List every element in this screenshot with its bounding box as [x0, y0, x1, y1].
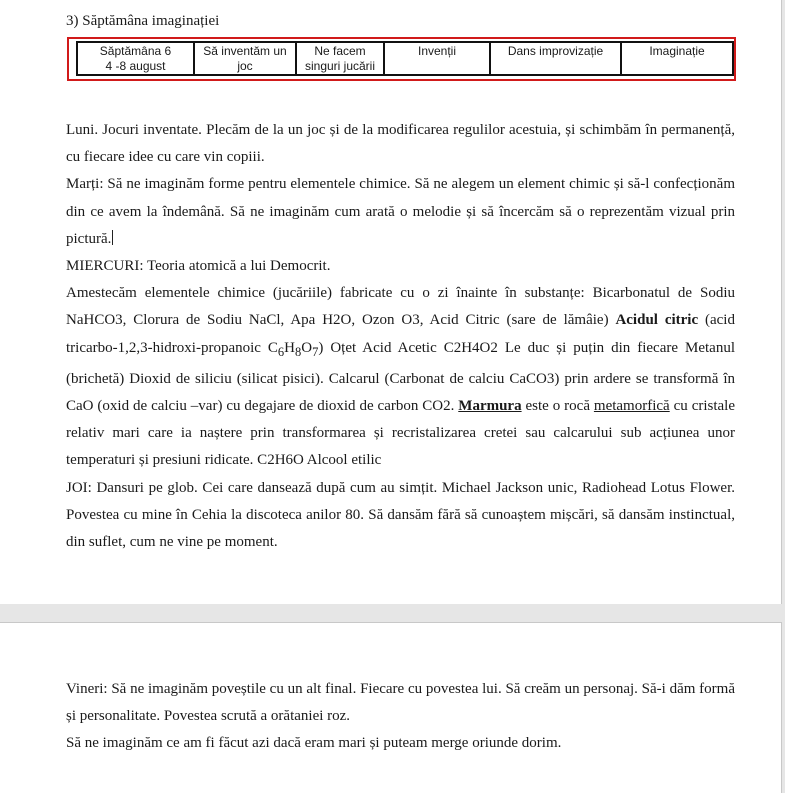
table-cell-inventions[interactable]: Invenții [384, 42, 490, 75]
paragraph-friday: Vineri: Să ne imaginăm poveștile cu un alt final. Fiecare cu povestea lui. Să creăm un personaj. Să-i dăm formă și personalitate. Povestea scrută a orătaniei roz. [66, 681, 735, 725]
paragraph-monday: Luni. Jocuri inventate. Plecăm de la un joc și de la modificarea regulilor acestuia, și schimbăm în permanență, cu fiecare idee cu care vin copiii. [66, 122, 735, 166]
paragraph-closing: Să ne imaginăm ce am fi făcut azi dacă eram mari și puteam merge oriunde dorim. [66, 735, 562, 752]
table-cell-invent-game[interactable]: Să inventăm un joc [194, 42, 296, 75]
table-cell-week[interactable]: Săptămâna 6 4 -8 august [77, 42, 194, 75]
section-heading: 3) Săptămâna imaginației [66, 13, 220, 29]
table-cell-dance[interactable]: Dans improvizație [490, 42, 621, 75]
table-selection-frame[interactable] [67, 37, 736, 81]
paragraph-thursday: JOI: Dansuri pe glob. Cei care dansează după cum au simțit. Michael Jackson unic, Radiohead Lotus Flower. Povestea cu mine în Cehia la discoteca anilor 80. Să dansăm fără să cunoaștem mișcări, să dansăm instinctual, din suflet, cum ne vine pe moment. [66, 479, 735, 551]
paragraph-chemistry: Amestecăm elementele chimice (jucăriile) fabricate cu o zi înainte în substanțe: Bicarbonatul de Sodiu NaHCO3, Clorura de Sodiu NaCl, Apa H2O, Ozon O3, Acid Citric (sare de lămâie) Acidul citric (acid tricarbo-1,2,3-hidroxi-propanoic $C_6H_8O_7$) Oțet Acid Acetic C2H4O2 Le duc și puțin din fiecare Metanul (brichetă) Dioxid de siliciu (silicat pisici). Calcarul (Carbonat de calciu CaCO3) prin ardere se transformă în CaO (oxid de calciu –var) cu degajare de dioxid de carbon CO2. Marmura este o rocă metamorfică cu cristale relativ mari care ia naștere prin transformarea și recristalizarea cretei sau calcarului sub acțiunea unor temperaturi și presiuni ridicate. C2H6O Alcool etilic [66, 285, 736, 469]
document-body[interactable] [66, 117, 735, 556]
paragraph-wednesday: MIERCURI: Teoria atomică a lui Democrit. [66, 258, 331, 275]
table-cell-imagination[interactable]: Imaginație [621, 42, 733, 75]
table-row [77, 42, 733, 75]
document-body-page-2[interactable] [66, 676, 735, 758]
text-cursor [112, 230, 113, 245]
table-cell-make-toys[interactable]: Ne facem singuri jucării [296, 42, 384, 75]
week-schedule-table [76, 41, 734, 76]
paragraph-tuesday: Marți: Să ne imaginăm forme pentru elementele chimice. Să ne alegem un element chimic și să-l confecționăm din ce avem la îndemână. Să ne imaginăm cum arată o melodie și să încercăm să o reprezentăm vizual prin pictură. [66, 176, 735, 247]
